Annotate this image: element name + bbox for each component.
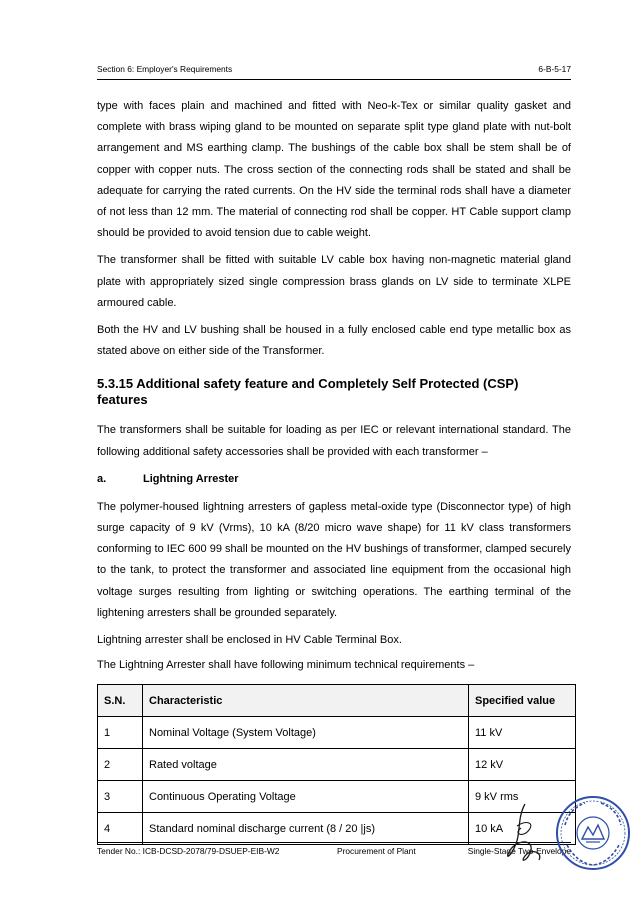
authority-seal-icon: [555, 795, 631, 871]
table-cell: 12 kV: [469, 749, 576, 781]
section-heading: 5.3.15 Additional safety feature and Completely Self Protected (CSP) features: [97, 376, 519, 408]
table-row: [98, 749, 576, 781]
paragraph-bushing-housing: Both the HV and LV bushing shall be housed in a fully enclosed cable end type metallic box as stated above on either side of the Transformer.: [97, 324, 571, 358]
table-header-cell: Specified value: [469, 685, 576, 717]
page-header: [97, 64, 571, 78]
table-cell: 9 kV rms: [469, 781, 576, 813]
footer-stage: Single-Stage Two-Envelope: [467, 846, 571, 856]
table-header-cell: Characteristic: [143, 685, 469, 717]
table-cell: 2: [98, 749, 143, 781]
table-cell: Continuous Operating Voltage: [143, 781, 469, 813]
subsection-title: Lightning Arrester: [143, 472, 239, 485]
table-cell: 1: [98, 717, 143, 749]
table-cell: Standard nominal discharge current (8 / 20 |js): [143, 813, 469, 845]
footer-procurement: Procurement of Plant: [337, 846, 416, 856]
signature-icon: [495, 800, 555, 870]
table-row: [98, 717, 576, 749]
paragraph-cable-box: type with faces plain and machined and fitted with Neo-k-Tex or similar quality gasket and complete with brass wiping gland to be mounted on separate split type gland plate with nut-bolt arrangement and MS earthing clamp. The bushings of the cable box shall be stem shall be of copper with copper nuts. The cross section of the connecting rods shall be stated and shall be adequate for carrying the rated currents. On the HV side the terminal rods shall have a diameter of not less than 12 mm. The material of connecting rod shall be copper. HT Cable support clamp should be provided to avoid tension due to cable weight.: [97, 100, 571, 240]
subsection-number: a.: [97, 472, 107, 485]
header-section-title: Section 6: Employer's Requirements: [97, 64, 233, 74]
table-header-row: [98, 685, 576, 717]
paragraph-lv-cable-box: The transformer shall be fitted with suitable LV cable box having non-magnetic material gland plate with appropriately sized single compression brass glands on LV side to terminate XLPE armoured cable.: [97, 254, 571, 309]
paragraph-arrester-description: The polymer-housed lightning arresters of gapless metal-oxide type (Disconnector type) of high surge capacity of 9 kV (Vrms), 10 kA (8/20 micro wave shape) for 11 kV class transformers conforming to IEC 600 99 shall be mounted on the HV bushings of transformer, clamped securely to the tank, to protect the transformer and associated line equipment from the occasional high voltage surges resulting from lighting or switching operations. The earthing terminal of the lightening arresters shall be grounded separately.: [97, 500, 571, 619]
table-cell: 3: [98, 781, 143, 813]
paragraph-arrester-requirements: The Lightning Arrester shall have following minimum technical requirements –: [97, 659, 475, 672]
table-cell: Rated voltage: [143, 749, 469, 781]
paragraph-loading: The transformers shall be suitable for loading as per IEC or relevant international standard. The following additional safety accessories shall be provided with each transformer –: [97, 424, 571, 458]
table-header-cell: S.N.: [98, 685, 143, 717]
table-cell: 4: [98, 813, 143, 845]
footer-tender-number: Tender No.: ICB-DCSD-2078/79-DSUEP-EIB-W2: [97, 846, 280, 856]
subsection-heading: [97, 471, 571, 487]
paragraph-arrester-enclosure: Lightning arrester shall be enclosed in HV Cable Terminal Box.: [97, 634, 402, 647]
table-cell: 10 kA: [469, 813, 576, 845]
table-cell: 11 kV: [469, 717, 576, 749]
page-body: [97, 96, 571, 845]
header-divider: [97, 79, 571, 80]
table-cell: Nominal Voltage (System Voltage): [143, 717, 469, 749]
header-page-number: 6-B-5-17: [538, 64, 571, 74]
